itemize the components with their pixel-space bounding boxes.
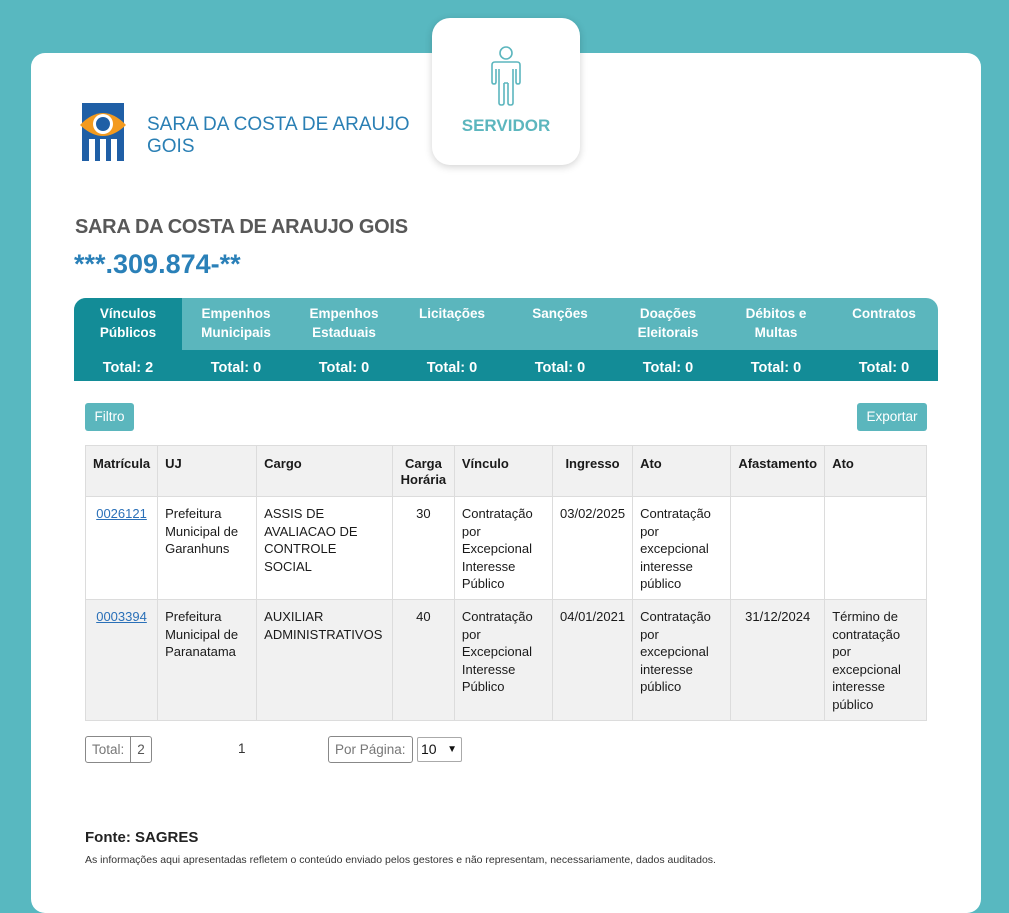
cell-ingresso: 04/01/2021	[553, 600, 633, 721]
person-name: SARA DA COSTA DE ARAUJO GOIS	[75, 216, 408, 238]
cell-ato-afastamento	[825, 497, 927, 600]
tab-doacoes-eleitorais[interactable]: Doações Eleitorais	[637, 306, 699, 340]
col-header-uj[interactable]: UJ	[158, 446, 257, 497]
eye-logo-icon	[80, 103, 126, 165]
table-row	[86, 497, 927, 600]
matricula-link[interactable]: 0026121	[96, 506, 147, 521]
table-row	[86, 600, 927, 721]
person-icon	[486, 45, 526, 107]
tab-bar	[74, 298, 938, 381]
tab-total: Total: 0	[642, 360, 694, 376]
cell-matricula	[86, 600, 158, 721]
cell-vinculo: Contratação por Excepcional Interesse Público	[454, 600, 552, 721]
cell-carga-horaria: 40	[392, 600, 454, 721]
disclaimer-text: As informações aqui apresentadas refletem o conteúdo enviado pelos gestores e não representam, necessariamente, dados auditados.	[85, 854, 716, 866]
tab-empenhos-estaduais[interactable]: Empenhos Estaduais	[309, 306, 379, 340]
export-button[interactable]: Exportar	[857, 403, 927, 431]
cell-uj: Prefeitura Municipal de Garanhuns	[158, 497, 257, 600]
tab-total: Total: 0	[858, 360, 910, 376]
cell-uj: Prefeitura Municipal de Paranatama	[158, 600, 257, 721]
tab-total: Total: 0	[534, 360, 586, 376]
table-header-row	[86, 446, 927, 497]
role-card	[432, 18, 580, 165]
tab-debitos-multas[interactable]: Débitos e Multas	[745, 306, 807, 340]
pagination-total	[85, 736, 152, 763]
per-page-label: Por Página:	[328, 736, 413, 763]
cell-ato: Contratação por excepcional interesse público	[633, 600, 731, 721]
role-label: SERVIDOR	[461, 116, 551, 135]
source-label: Fonte: SAGRES	[85, 829, 199, 846]
tab-total: Total: 0	[426, 360, 478, 376]
tab-total: Total: 0	[210, 360, 262, 376]
cell-ato: Contratação por excepcional interesse público	[633, 497, 731, 600]
pagination-total-label: Total:	[92, 742, 125, 757]
col-header-vinculo[interactable]: Vínculo	[454, 446, 552, 497]
cell-afastamento	[731, 497, 825, 600]
tab-total: Total: 0	[318, 360, 370, 376]
cell-matricula	[86, 497, 158, 600]
header-name: SARA DA COSTA DE ARAUJO GOIS	[147, 114, 410, 157]
tab-vinculos-publicos[interactable]: Vínculos Públicos	[74, 298, 182, 350]
col-header-carga-horaria[interactable]: Carga Horária	[392, 446, 454, 497]
vinculos-table	[85, 445, 927, 721]
cell-cargo: ASSIS DE AVALIACAO DE CONTROLE SOCIAL	[257, 497, 393, 600]
cell-carga-horaria: 30	[392, 497, 454, 600]
tab-total: Total: 0	[750, 360, 802, 376]
col-header-afastamento[interactable]: Afastamento	[731, 446, 825, 497]
pagination-total-value: 2	[130, 737, 151, 762]
col-header-ingresso[interactable]: Ingresso	[553, 446, 633, 497]
col-header-ato[interactable]: Ato	[633, 446, 731, 497]
col-header-matricula[interactable]: Matrícula	[86, 446, 158, 497]
tab-empenhos-municipais[interactable]: Empenhos Municipais	[201, 306, 271, 340]
filter-button[interactable]: Filtro	[85, 403, 134, 431]
col-header-ato-afastamento[interactable]: Ato	[825, 446, 927, 497]
tab-contratos[interactable]: Contratos	[852, 306, 916, 321]
pagination-page-1[interactable]: 1	[238, 741, 246, 756]
tab-sancoes[interactable]: Sanções	[532, 306, 588, 321]
matricula-link[interactable]: 0003394	[96, 609, 147, 624]
cell-vinculo: Contratação por Excepcional Interesse Público	[454, 497, 552, 600]
cell-ato-afastamento: Término de contratação por excepcional interesse público	[825, 600, 927, 721]
cell-ingresso: 03/02/2025	[553, 497, 633, 600]
tab-licitacoes[interactable]: Licitações	[418, 306, 486, 321]
person-cpf: ***.309.874-**	[74, 249, 241, 279]
cell-cargo: AUXILIAR ADMINISTRATIVOS	[257, 600, 393, 721]
tab-total: Total: 2	[102, 360, 154, 376]
chevron-down-icon: ▼	[447, 744, 457, 755]
per-page-value: 10	[421, 741, 437, 757]
col-header-cargo[interactable]: Cargo	[257, 446, 393, 497]
per-page-select[interactable]	[417, 737, 462, 762]
tab-totals	[74, 350, 938, 381]
cell-afastamento: 31/12/2024	[731, 600, 825, 721]
